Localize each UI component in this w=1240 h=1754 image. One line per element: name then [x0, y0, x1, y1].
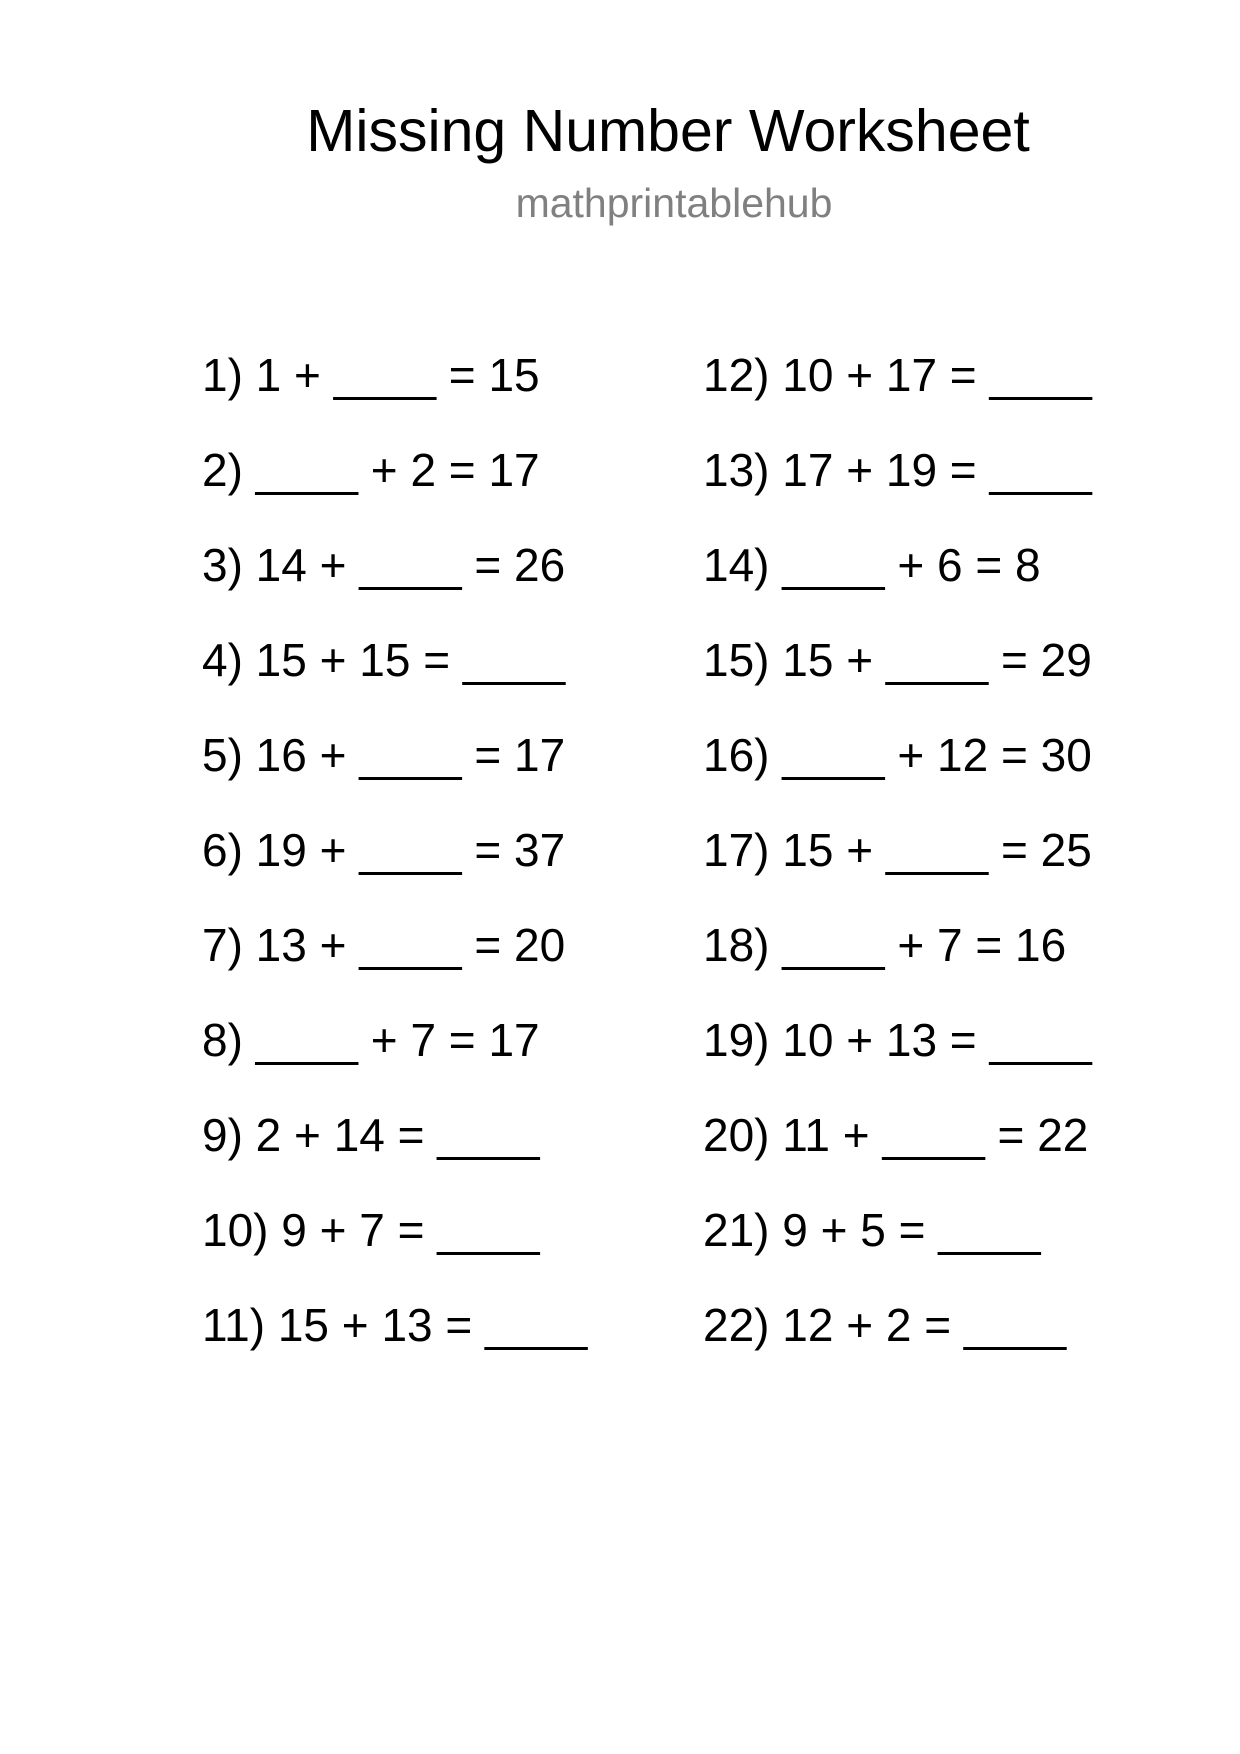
problem-9: 9) 2 + 14 = ____	[202, 1109, 540, 1161]
problem-7: 7) 13 + ____ = 20	[202, 919, 566, 971]
problem-4: 4) 15 + 15 = ____	[202, 634, 566, 686]
problem-6: 6) 19 + ____ = 37	[202, 824, 566, 876]
problem-15: 15) 15 + ____ = 29	[703, 634, 1092, 686]
problem-19: 19) 10 + 13 = ____	[703, 1014, 1092, 1066]
problem-17: 17) 15 + ____ = 25	[703, 824, 1092, 876]
problem-22: 22) 12 + 2 = ____	[703, 1299, 1067, 1351]
problem-20: 20) 11 + ____ = 22	[703, 1109, 1089, 1161]
problem-16: 16) ____ + 12 = 30	[703, 729, 1092, 781]
problem-3: 3) 14 + ____ = 26	[202, 539, 566, 591]
page-title: Missing Number Worksheet	[306, 98, 1030, 164]
problem-13: 13) 17 + 19 = ____	[703, 444, 1092, 496]
problem-14: 14) ____ + 6 = 8	[703, 539, 1041, 591]
problem-1: 1) 1 + ____ = 15	[202, 349, 540, 401]
problem-5: 5) 16 + ____ = 17	[202, 729, 566, 781]
problem-11: 11) 15 + 13 = ____	[202, 1299, 588, 1351]
problem-21: 21) 9 + 5 = ____	[703, 1204, 1041, 1256]
problem-8: 8) ____ + 7 = 17	[202, 1014, 540, 1066]
problem-18: 18) ____ + 7 = 16	[703, 919, 1067, 971]
problem-2: 2) ____ + 2 = 17	[202, 444, 540, 496]
problem-12: 12) 10 + 17 = ____	[703, 349, 1092, 401]
page-subtitle: mathprintablehub	[515, 180, 833, 226]
problem-10: 10) 9 + 7 = ____	[202, 1204, 540, 1256]
